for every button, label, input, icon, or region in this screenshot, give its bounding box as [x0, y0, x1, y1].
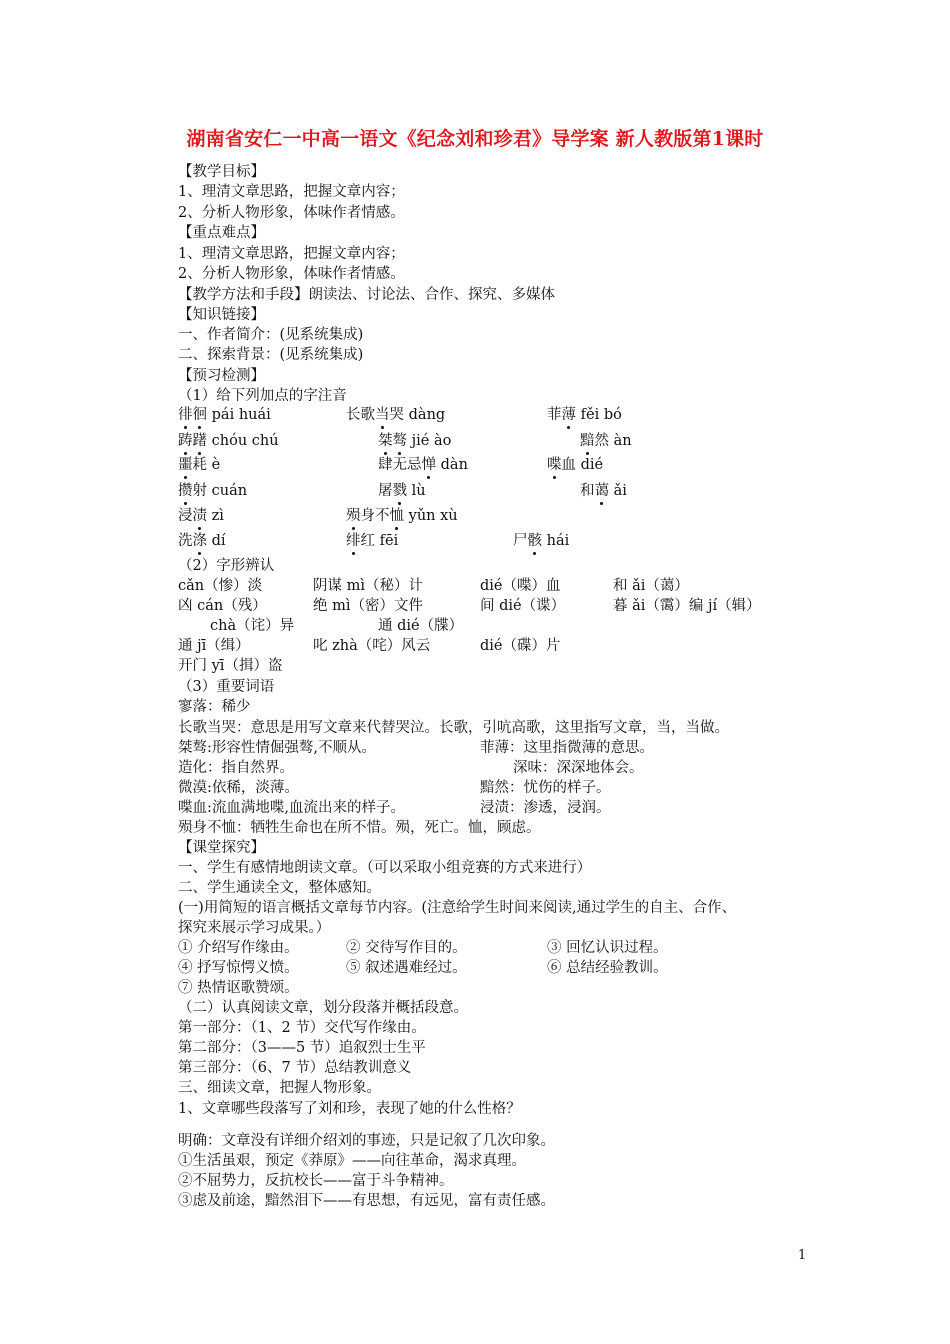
- text-cell: 攒射 cuán: [178, 483, 248, 499]
- text-cell: 徘徊 pái huái: [178, 407, 271, 423]
- text-line: 【知识链接】: [178, 307, 265, 323]
- text-line: (一)用简短的语言概括文章每节内容。(注意给学生时间来阅读,通过学生的自主、合作、: [178, 900, 737, 916]
- text-cell: 绝 mì（密）文件: [313, 598, 423, 614]
- text-line: 2、分析人物形象，体味作者情感。: [178, 266, 405, 282]
- text-cell: 喋血:流血满地喋,血流出来的样子。: [178, 800, 405, 816]
- text-cell: 肆无忌惮 dàn: [378, 457, 468, 473]
- text-line: 探究来展示学习成果。）: [178, 920, 331, 936]
- text-line: 第三部分：（6、7 节）总结教训意义: [178, 1060, 412, 1076]
- text-cell: 黯然：忧伤的样子。: [480, 780, 611, 796]
- text-line: 1、文章哪些段落写了刘和珍，表现了她的什么性格？: [178, 1101, 521, 1117]
- text-line: 2、分析人物形象，体味作者情感。: [178, 205, 405, 221]
- text-line: ③虑及前途，黯然泪下——有思想，有远见，富有责任感。: [178, 1193, 555, 1209]
- text-line: 开门 yī（揖）盗: [178, 658, 283, 674]
- text-cell: 尸骸 hái: [513, 533, 570, 549]
- text-cell: ④ 抒写惊愕义愤。: [178, 960, 299, 976]
- document-title: 湖南省安仁一中高一语文《纪念刘和珍君》导学案 新人教版第1课时: [186, 128, 764, 150]
- text-line: 1、理清文章思路，把握文章内容；: [178, 184, 405, 200]
- text-line: （1）给下列加点的字注音: [178, 388, 347, 404]
- text-cell: 暮 ǎi（霭）编 jí（辑）: [613, 598, 761, 614]
- text-cell: dié（碟）片: [480, 638, 561, 654]
- text-cell: 桀骜:形容性情倔强骜,不顺从。: [178, 740, 376, 756]
- text-cell: 浸渍：渗透，浸润。: [480, 800, 611, 816]
- text-line: 【课堂探究】: [178, 840, 265, 856]
- text-line: ①生活虽艰，预定《莽原》——向往革命，渴求真理。: [178, 1153, 526, 1169]
- text-line: ⑦ 热情讴歌赞颂。: [178, 980, 299, 996]
- text-cell: 长歌当哭 dàng: [346, 407, 446, 423]
- text-line: ②不屈势力，反抗校长——富于斗争精神。: [178, 1173, 454, 1189]
- text-line: 【预习检测】: [178, 368, 265, 384]
- text-cell: chà（诧）异: [210, 618, 295, 634]
- text-cell: 喋血 dié: [547, 457, 604, 473]
- text-cell: 和蔼 ǎi: [580, 483, 627, 499]
- text-line: （二）认真阅读文章，划分段落并概括段意。: [178, 1000, 468, 1016]
- text-line: 殒身不恤：牺牲生命也在所不惜。殒，死亡。恤，顾虑。: [178, 820, 541, 836]
- text-line: 【重点难点】: [178, 225, 265, 241]
- text-cell: dié（喋）血: [480, 578, 561, 594]
- text-line: 寥落：稀少: [178, 699, 251, 715]
- text-cell: 深味：深深地体会。: [513, 760, 644, 776]
- text-line: （2）字形辨认: [178, 558, 275, 574]
- text-line: 1、理清文章思路，把握文章内容；: [178, 246, 405, 262]
- text-line: （3）重要词语: [178, 679, 275, 695]
- text-cell: ① 介绍写作缘由。: [178, 940, 299, 956]
- text-line: 一、作者简介：(见系统集成): [178, 327, 364, 343]
- text-cell: 浸渍 zì: [178, 508, 224, 524]
- text-cell: 桀骜 jié ào: [378, 433, 452, 449]
- text-line: 二、学生通读全文，整体感知。: [178, 880, 381, 896]
- text-line: 二、探索背景：(见系统集成): [178, 347, 364, 363]
- text-cell: 黯然 àn: [580, 433, 632, 449]
- text-line: 一、学生有感情地朗读文章。（可以采取小组竞赛的方式来进行）: [178, 860, 592, 876]
- text-line: 第二部分：（3——5 节）追叙烈士生平: [178, 1040, 426, 1056]
- text-cell: 菲薄：这里指微薄的意思。: [480, 740, 654, 756]
- page-number: 1: [798, 1248, 807, 1263]
- text-cell: ⑥ 总结经验教训。: [547, 960, 668, 976]
- text-cell: 微漠:依稀，淡薄。: [178, 780, 299, 796]
- text-cell: 通 dié（牒）: [378, 618, 464, 634]
- text-line: 三、细读文章，把握人物形象。: [178, 1080, 381, 1096]
- text-cell: 绯红 fēi: [346, 533, 399, 549]
- text-cell: 噩耗 è: [178, 457, 221, 473]
- text-cell: 凶 cán（残）: [178, 598, 267, 614]
- text-cell: ③ 回忆认识过程。: [547, 940, 668, 956]
- text-line: 长歌当哭：意思是用写文章来代替哭泣。长歌，引吭高歌，这里指写文章，当，当做。: [178, 720, 729, 736]
- text-line: 明确：文章没有详细介绍刘的事迹，只是记叙了几次印象。: [178, 1133, 555, 1149]
- text-cell: 菲薄 fěi bó: [547, 407, 622, 423]
- text-cell: 阴谋 mì（秘）计: [313, 578, 423, 594]
- text-cell: 通 jī（缉）: [178, 638, 250, 654]
- text-cell: 叱 zhà（咤）风云: [313, 638, 431, 654]
- text-cell: 踌躇 chóu chú: [178, 433, 279, 449]
- text-cell: ② 交待写作目的。: [346, 940, 467, 956]
- text-line: 第一部分：（1、2 节）交代写作缘由。: [178, 1020, 426, 1036]
- text-line: 【教学目标】: [178, 164, 265, 180]
- text-cell: 洗涤 dí: [178, 533, 226, 549]
- text-cell: cǎn（惨）淡: [178, 578, 263, 594]
- text-cell: ⑤ 叙述遇难经过。: [346, 960, 467, 976]
- text-cell: 造化：指自然界。: [178, 760, 294, 776]
- text-cell: 殒身不恤 yǔn xù: [346, 508, 458, 524]
- text-cell: 和 ǎi（蔼）: [613, 578, 689, 594]
- text-cell: 屠戮 lù: [378, 483, 426, 499]
- text-cell: 间 dié（谍）: [480, 598, 566, 614]
- text-line: 【教学方法和手段】朗读法、讨论法、合作、探究、多媒体: [178, 287, 555, 303]
